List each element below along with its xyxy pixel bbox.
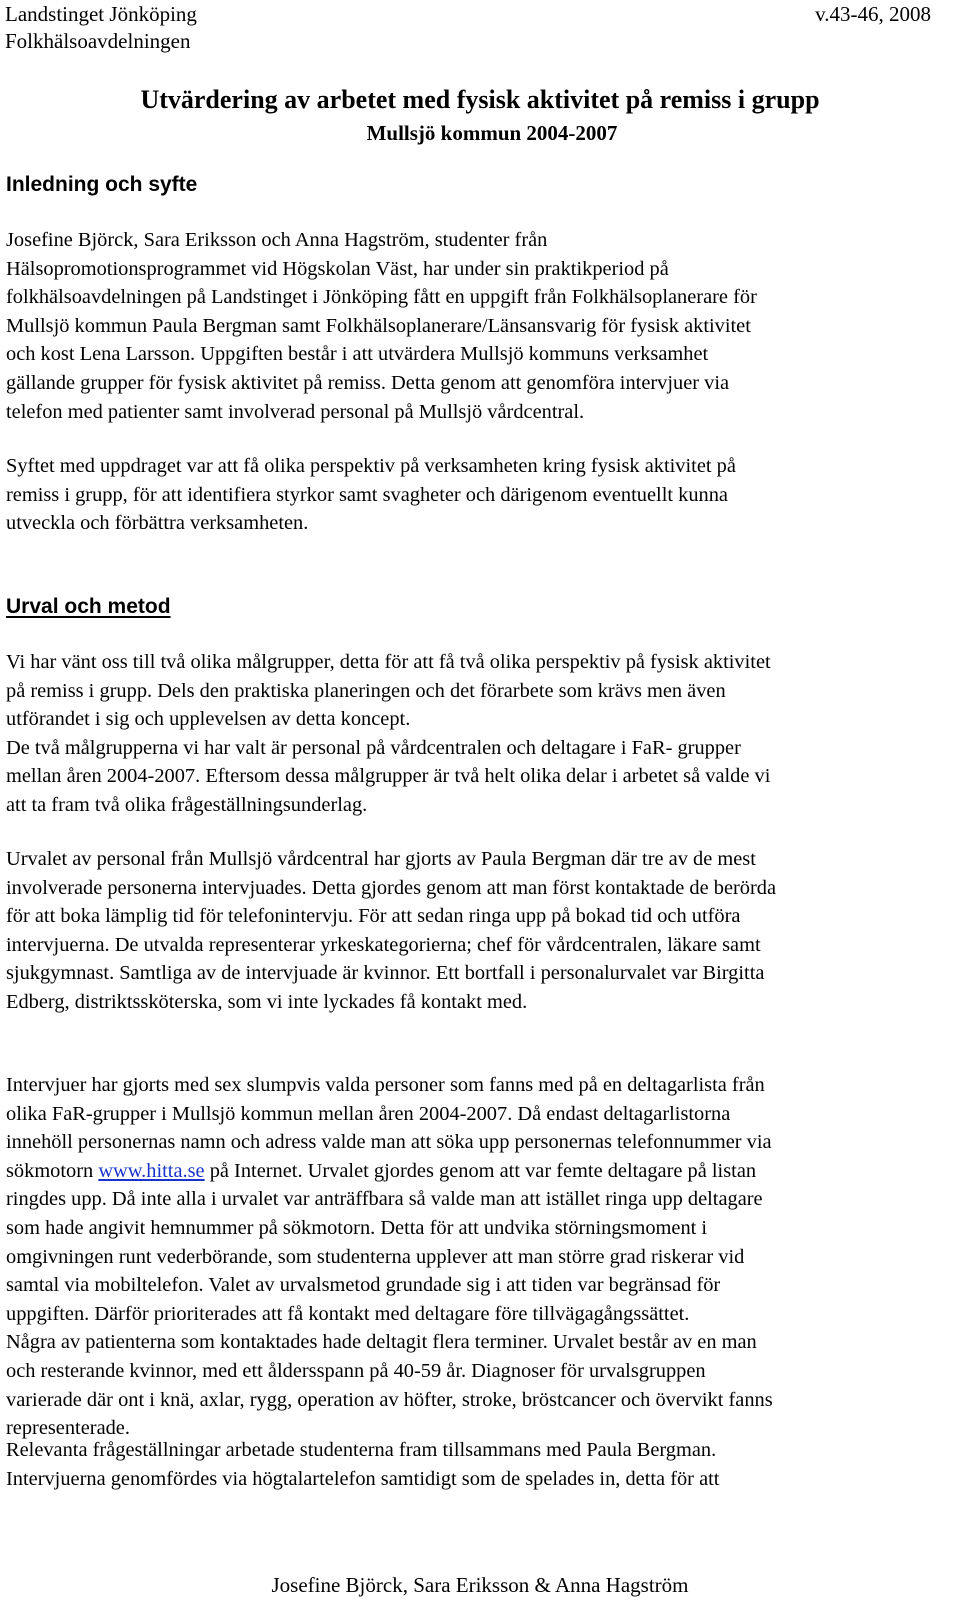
text-line: Intervjuerna genomfördes via högtalartelefon samtidigt som de spelades in, detta för att (6, 1467, 720, 1490)
text-line: och kost Lena Larsson. Uppgiften består i att utvärdera Mullsjö kommuns verksamhet (6, 343, 709, 366)
text-line: innehöll personernas namn och adress valde man att söka upp personernas telefonnummer via (6, 1131, 772, 1154)
section-heading-method: Urval och metod (6, 595, 171, 618)
text-line: Intervjuer har gjorts med sex slumpvis valda personer som fanns med på en deltagarlista från (6, 1074, 765, 1096)
text-line: telefon med patienter samt involverad personal på Mullsjö vårdcentral. (6, 400, 585, 423)
text-line: Några av patienterna som kontaktades hade deltagit flera terminer. Urvalet består av en man (6, 1331, 757, 1354)
text-line: olika FaR-grupper i Mullsjö kommun mellan åren 2004-2007. Då endast deltagarlistorna (6, 1102, 731, 1125)
text-line: involverade personerna intervjuades. Detta gjordes genom att man först kontaktade de berörda (6, 876, 777, 899)
header-department: Folkhälsoavdelningen (5, 29, 191, 53)
text-line: omgivningen runt vederbörande, som studenterna upplever att man större grad riskerar vid (6, 1245, 745, 1268)
method-paragraph-4 (6, 1436, 956, 1493)
text-line: Josefine Björck, Sara Eriksson och Anna Hagström, studenter från (6, 229, 548, 251)
text-line: De två målgrupperna vi har valt är personal på vårdcentralen och deltagare i FaR- grupper (6, 736, 741, 759)
text-line: remiss i grupp, för att identifiera styrkor samt svagheter och därigenom eventuellt kunna (6, 483, 728, 506)
text-line: samtal via mobiltelefon. Valet av urvalsmetod grundade sig i att tiden var begränsad för (6, 1274, 721, 1297)
text-line: gällande grupper för fysisk aktivitet på remiss. Detta genom att genomföra intervjuer via (6, 371, 730, 394)
header-organization: Landstinget Jönköping (5, 2, 197, 26)
text-line: att ta fram två olika frågeställningsunderlag. (6, 793, 368, 816)
text-line: intervjuerna. De utvalda representerar yrkeskategorierna; chef för vårdcentralen, läkare samt (6, 933, 761, 956)
text-line: Hälsopromotionsprogrammet vid Högskolan Väst, har under sin praktikperiod på (6, 257, 669, 280)
text-line: representerade. (6, 1417, 130, 1440)
text-line: Syftet med uppdraget var att få olika perspektiv på verksamheten kring fysisk aktivitet på (6, 455, 736, 477)
text-line: mellan åren 2004-2007. Eftersom dessa målgrupper är två helt olika delar i arbetet så valde vi (6, 765, 771, 788)
intro-paragraph-1 (6, 226, 956, 426)
section-heading-intro: Inledning och syfte (6, 173, 198, 196)
hitta-link[interactable]: www.hitta.se (98, 1159, 205, 1182)
text-line: sjukgymnast. Samtliga av de intervjuade är kvinnor. Ett bortfall i personalurvalet var Birgitta (6, 962, 765, 985)
text-line: Mullsjö kommun Paula Bergman samt Folkhälsoplanerare/Länsansvarig för fysisk aktivitet (6, 314, 751, 337)
text-line: Edberg, distriktssköterska, som vi inte lyckades få kontakt med. (6, 990, 528, 1013)
intro-paragraph-2 (6, 452, 956, 538)
text-line: utförandet i sig och upplevelsen av detta koncept. (6, 708, 411, 731)
text-line: och resterande kvinnor, med ett åldersspann på 40-59 år. Diagnoser för urvalsgruppen (6, 1359, 706, 1382)
text-line: Relevanta frågeställningar arbetade studenterna fram tillsammans med Paula Bergman. (6, 1439, 717, 1461)
header-version: v.43-46, 2008 (815, 2, 931, 26)
document-subtitle: Mullsjö kommun 2004-2007 (366, 121, 618, 145)
text-line: på remiss i grupp. Dels den praktiska planeringen och det förarbete som krävs men även (6, 679, 726, 702)
document-title: Utvärdering av arbetet med fysisk aktivitet på remiss i grupp (140, 85, 820, 114)
text-line: ringdes upp. Då inte alla i urvalet var anträffbara så valde man att istället ringa upp deltagare (6, 1188, 763, 1211)
text-line (6, 1157, 956, 1186)
text-line: varierade där ont i knä, axlar, rygg, operation av höfter, stroke, bröstcancer och övervikt fanns (6, 1388, 773, 1411)
text-line: Vi har vänt oss till två olika målgrupper, detta för att få två olika perspektiv på fysisk aktivitet (6, 651, 771, 673)
text-line: folkhälsoavdelningen på Landstinget i Jönköping fått en uppgift från Folkhälsoplanerare för (6, 286, 757, 309)
method-paragraph-3 (6, 1071, 956, 1443)
text-line: utveckla och förbättra verksamheten. (6, 512, 309, 535)
text-line: som hade angivit hemnummer på sökmotorn. Detta för att undvika störningsmoment i (6, 1216, 708, 1239)
text-line: uppgiften. Därför prioriterades att få kontakt med deltagare före tillvägagångssättet. (6, 1302, 690, 1325)
method-paragraph-1 (6, 648, 956, 820)
text-line: för att boka lämplig tid för telefonintervju. För att sedan ringa upp på bokad tid och utföra (6, 905, 741, 928)
method-paragraph-2 (6, 845, 956, 1017)
text-fragment: sökmotorn (6, 1159, 99, 1182)
text-line: Urvalet av personal från Mullsjö vårdcentral har gjorts av Paula Bergman där tre av de mest (6, 848, 756, 870)
text-fragment: på Internet. Urvalet gjordes genom att var femte deltagare på listan (204, 1159, 757, 1182)
page-footer-authors: Josefine Björck, Sara Eriksson & Anna Hagström (271, 1573, 689, 1597)
